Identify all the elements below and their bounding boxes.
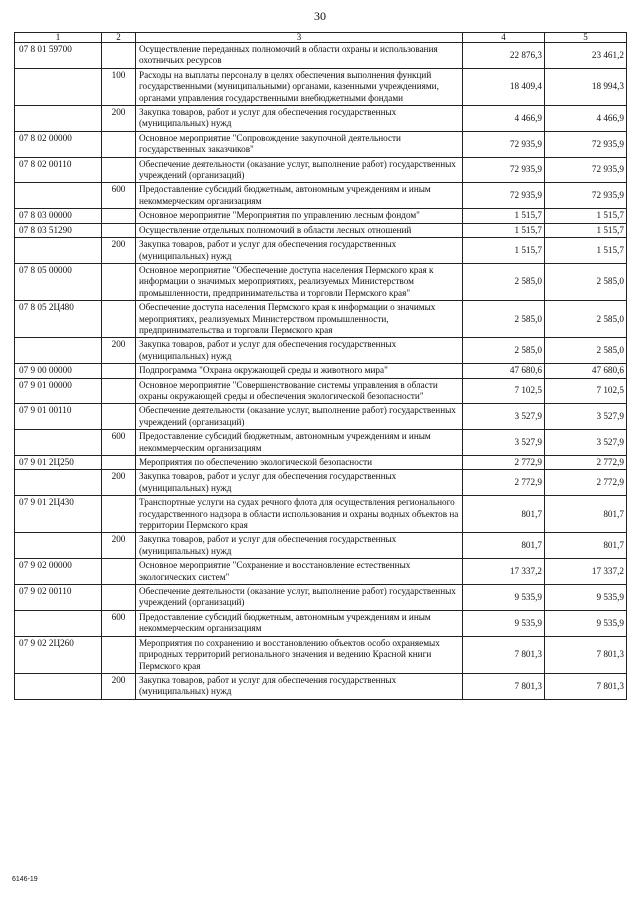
- row-name: Обеспечение деятельности (оказание услуг, выполнение работ) государственных учреждений (организаций): [136, 404, 463, 430]
- table-row: [15, 68, 627, 105]
- row-value-col5: 9 535,9: [545, 585, 627, 611]
- row-value-col4: 2 772,9: [463, 456, 545, 470]
- row-code: [15, 533, 102, 559]
- row-expense-type: [102, 559, 136, 585]
- row-value-col5: 17 337,2: [545, 559, 627, 585]
- row-value-col4: 801,7: [463, 496, 545, 533]
- row-name: Закупка товаров, работ и услуг для обеспечения государственных (муниципальных) нужд: [136, 238, 463, 264]
- row-value-col4: 7 801,3: [463, 636, 545, 673]
- row-expense-type: [102, 496, 136, 533]
- page-number: 30: [314, 9, 326, 23]
- row-value-col4: 9 535,9: [463, 585, 545, 611]
- row-expense-type: [102, 223, 136, 237]
- row-name: Обеспечение деятельности (оказание услуг, выполнение работ) государственных учреждений (организаций): [136, 585, 463, 611]
- row-value-col5: 23 461,2: [545, 43, 627, 69]
- row-name: Предоставление субсидий бюджетным, автономным учреждениям и иным некоммерческим организациям: [136, 183, 463, 209]
- row-value-col4: 2 772,9: [463, 470, 545, 496]
- row-code: 07 8 05 00000: [15, 263, 102, 300]
- row-value-col4: 1 515,7: [463, 238, 545, 264]
- row-value-col4: 72 935,9: [463, 131, 545, 157]
- row-expense-type: 600: [102, 610, 136, 636]
- row-value-col5: 2 772,9: [545, 470, 627, 496]
- row-name: Осуществление отдельных полномочий в области лесных отношений: [136, 223, 463, 237]
- row-code: [15, 673, 102, 699]
- table-row: [15, 610, 627, 636]
- table-row: [15, 157, 627, 183]
- row-name: Основное мероприятие "Сопровождение закупочной деятельности государственных заказчиков": [136, 131, 463, 157]
- table-row: [15, 106, 627, 132]
- table-row: [15, 364, 627, 378]
- table-row: [15, 470, 627, 496]
- row-expense-type: [102, 364, 136, 378]
- row-expense-type: [102, 263, 136, 300]
- row-value-col5: 1 515,7: [545, 209, 627, 223]
- header-col-1: 1: [15, 33, 102, 43]
- row-value-col4: 7 102,5: [463, 378, 545, 404]
- row-expense-type: 200: [102, 238, 136, 264]
- row-expense-type: [102, 301, 136, 338]
- row-value-col5: 2 585,0: [545, 338, 627, 364]
- table-row: [15, 585, 627, 611]
- row-name: Закупка товаров, работ и услуг для обеспечения государственных (муниципальных) нужд: [136, 533, 463, 559]
- row-name: Закупка товаров, работ и услуг для обеспечения государственных (муниципальных) нужд: [136, 673, 463, 699]
- row-value-col5: 801,7: [545, 496, 627, 533]
- footer-code: 6146-19: [12, 876, 38, 883]
- row-value-col4: 47 680,6: [463, 364, 545, 378]
- row-name: Мероприятия по обеспечению экологической безопасности: [136, 456, 463, 470]
- row-value-col4: 3 527,9: [463, 404, 545, 430]
- row-expense-type: [102, 585, 136, 611]
- row-name: Подпрограмма "Охрана окружающей среды и животного мира": [136, 364, 463, 378]
- row-value-col4: 22 876,3: [463, 43, 545, 69]
- row-code: [15, 470, 102, 496]
- row-value-col5: 47 680,6: [545, 364, 627, 378]
- row-name: Обеспечение деятельности (оказание услуг, выполнение работ) государственных учреждений (организаций): [136, 157, 463, 183]
- row-expense-type: 200: [102, 673, 136, 699]
- row-value-col4: 9 535,9: [463, 610, 545, 636]
- row-code: 07 8 02 00110: [15, 157, 102, 183]
- row-code: [15, 430, 102, 456]
- row-value-col5: 7 102,5: [545, 378, 627, 404]
- row-expense-type: [102, 378, 136, 404]
- row-value-col5: 72 935,9: [545, 131, 627, 157]
- row-value-col5: 1 515,7: [545, 238, 627, 264]
- row-code: 07 9 02 2Ц260: [15, 636, 102, 673]
- table-row: [15, 338, 627, 364]
- row-expense-type: [102, 456, 136, 470]
- table-row: [15, 430, 627, 456]
- row-value-col4: 18 409,4: [463, 68, 545, 105]
- header-col-4: 4: [463, 33, 545, 43]
- row-value-col5: 4 466,9: [545, 106, 627, 132]
- row-value-col4: 7 801,3: [463, 673, 545, 699]
- row-value-col4: 72 935,9: [463, 157, 545, 183]
- row-code: [15, 68, 102, 105]
- row-value-col5: 72 935,9: [545, 183, 627, 209]
- row-expense-type: [102, 636, 136, 673]
- table-row: [15, 209, 627, 223]
- row-name: Закупка товаров, работ и услуг для обеспечения государственных (муниципальных) нужд: [136, 338, 463, 364]
- row-value-col4: 3 527,9: [463, 430, 545, 456]
- table-row: [15, 238, 627, 264]
- table-row: [15, 131, 627, 157]
- budget-table: [14, 32, 627, 700]
- row-value-col5: 2 585,0: [545, 263, 627, 300]
- table-row: [15, 263, 627, 300]
- row-value-col4: 1 515,7: [463, 209, 545, 223]
- row-value-col5: 3 527,9: [545, 404, 627, 430]
- row-value-col5: 801,7: [545, 533, 627, 559]
- row-code: 07 9 02 00000: [15, 559, 102, 585]
- row-value-col5: 7 801,3: [545, 673, 627, 699]
- header-col-2: 2: [102, 33, 136, 43]
- table-row: [15, 533, 627, 559]
- row-value-col5: 7 801,3: [545, 636, 627, 673]
- table-row: [15, 223, 627, 237]
- row-code: 07 9 00 00000: [15, 364, 102, 378]
- row-expense-type: 600: [102, 183, 136, 209]
- row-value-col4: 2 585,0: [463, 263, 545, 300]
- row-expense-type: [102, 157, 136, 183]
- row-expense-type: 200: [102, 533, 136, 559]
- row-name: Предоставление субсидий бюджетным, автономным учреждениям и иным некоммерческим организациям: [136, 430, 463, 456]
- row-value-col5: 18 994,3: [545, 68, 627, 105]
- row-code: [15, 238, 102, 264]
- row-name: Закупка товаров, работ и услуг для обеспечения государственных (муниципальных) нужд: [136, 470, 463, 496]
- row-value-col5: 2 585,0: [545, 301, 627, 338]
- table-row: [15, 301, 627, 338]
- table-row: [15, 496, 627, 533]
- row-code: 07 9 01 2Ц250: [15, 456, 102, 470]
- row-value-col5: 9 535,9: [545, 610, 627, 636]
- table-row: [15, 636, 627, 673]
- table-row: [15, 404, 627, 430]
- row-value-col4: 2 585,0: [463, 338, 545, 364]
- row-name: Основное мероприятие "Совершенствование системы управления в области охраны окружающей среды и обеспечения экологической безопасности": [136, 378, 463, 404]
- row-name: Закупка товаров, работ и услуг для обеспечения государственных (муниципальных) нужд: [136, 106, 463, 132]
- row-code: [15, 183, 102, 209]
- row-code: [15, 610, 102, 636]
- row-code: 07 9 01 00110: [15, 404, 102, 430]
- row-value-col4: 72 935,9: [463, 183, 545, 209]
- row-name: Мероприятия по сохранению и восстановлению объектов особо охраняемых природных территорий регионального значения и ведению Красной книги Пермского края: [136, 636, 463, 673]
- table-row: [15, 559, 627, 585]
- row-name: Основное мероприятие "Обеспечение доступа населения Пермского края к информации о значимых мероприятиях, реализуемых Министерством промышленности, предпринимательства и торговли Пермского края": [136, 263, 463, 300]
- table-row: [15, 183, 627, 209]
- table-row: [15, 378, 627, 404]
- row-expense-type: 200: [102, 470, 136, 496]
- row-code: 07 8 03 51290: [15, 223, 102, 237]
- header-col-5: 5: [545, 33, 627, 43]
- row-value-col5: 72 935,9: [545, 157, 627, 183]
- row-code: 07 9 02 00110: [15, 585, 102, 611]
- table-row: [15, 456, 627, 470]
- row-expense-type: [102, 404, 136, 430]
- row-expense-type: 200: [102, 338, 136, 364]
- row-code: 07 9 01 00000: [15, 378, 102, 404]
- row-code: 07 9 01 2Ц430: [15, 496, 102, 533]
- row-value-col4: 4 466,9: [463, 106, 545, 132]
- row-value-col4: 1 515,7: [463, 223, 545, 237]
- row-name: Предоставление субсидий бюджетным, автономным учреждениям и иным некоммерческим организациям: [136, 610, 463, 636]
- row-name: Обеспечение доступа населения Пермского края к информации о значимых мероприятиях, реализуемых Министерством промышленности, предпринимательства и торговли Пермского края: [136, 301, 463, 338]
- table-body: [15, 43, 627, 700]
- row-value-col5: 3 527,9: [545, 430, 627, 456]
- row-name: Основное мероприятие "Сохранение и восстановление естественных экологических систем": [136, 559, 463, 585]
- table-row: [15, 43, 627, 69]
- row-code: [15, 106, 102, 132]
- row-code: 07 8 05 2Ц480: [15, 301, 102, 338]
- row-value-col4: 17 337,2: [463, 559, 545, 585]
- row-value-col5: 1 515,7: [545, 223, 627, 237]
- row-name: Транспортные услуги на судах речного флота для осуществления регионального государственного надзора в области использования и охраны водных объектов на территории Пермского края: [136, 496, 463, 533]
- row-name: Осуществление переданных полномочий в области охраны и использования охотничьих ресурсов: [136, 43, 463, 69]
- header-col-3: 3: [136, 33, 463, 43]
- row-value-col5: 2 772,9: [545, 456, 627, 470]
- row-name: Основное мероприятие "Мероприятия по управлению лесным фондом": [136, 209, 463, 223]
- row-expense-type: [102, 131, 136, 157]
- table-row: [15, 673, 627, 699]
- row-code: 07 8 01 59700: [15, 43, 102, 69]
- row-code: 07 8 03 00000: [15, 209, 102, 223]
- row-expense-type: 600: [102, 430, 136, 456]
- row-value-col4: 2 585,0: [463, 301, 545, 338]
- row-expense-type: 200: [102, 106, 136, 132]
- row-expense-type: [102, 43, 136, 69]
- row-code: 07 8 02 00000: [15, 131, 102, 157]
- row-name: Расходы на выплаты персоналу в целях обеспечения выполнения функций государственными (муниципальными) органами, казенными учреждениями, органами управления государственными внебюджетными фондами: [136, 68, 463, 105]
- row-value-col4: 801,7: [463, 533, 545, 559]
- table-header-row: [15, 33, 627, 43]
- row-expense-type: 100: [102, 68, 136, 105]
- row-expense-type: [102, 209, 136, 223]
- row-code: [15, 338, 102, 364]
